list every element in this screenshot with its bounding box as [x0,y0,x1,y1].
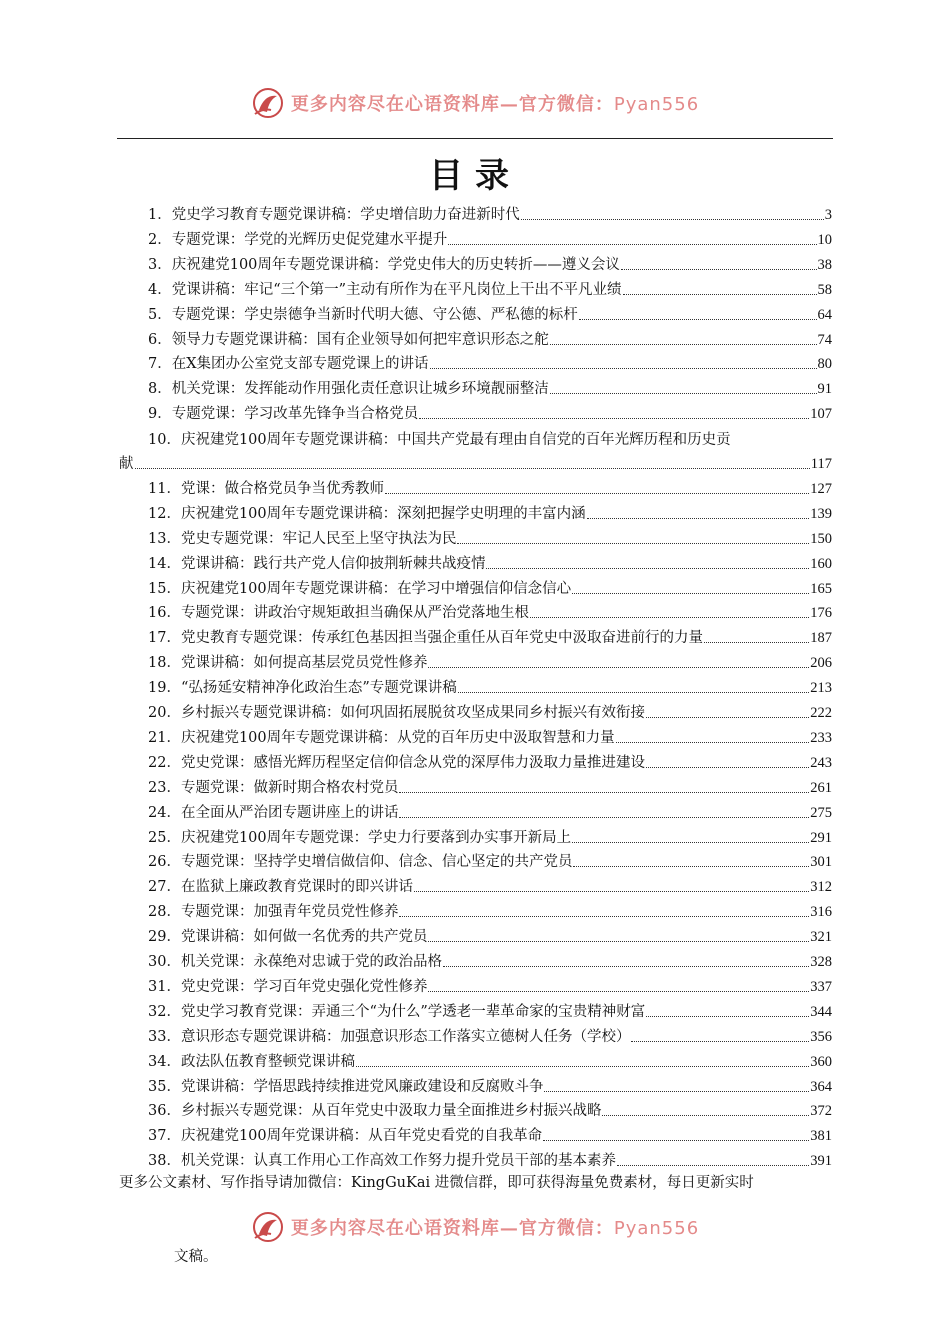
toc-entry-number: 33． [148,1028,181,1045]
toc-page-number: 337 [810,978,832,995]
toc-entry[interactable] [148,574,832,598]
toc-entry-text: 献 [119,456,134,472]
toc-leader-dots [579,319,817,320]
toc-page-number: 364 [810,1078,832,1095]
toc-entry-text: 机关党课：认真工作用心工作高效工作努力提升党员干部的基本素养 [180,1153,616,1170]
toc-entry[interactable] [148,922,832,946]
toc-entry[interactable] [148,897,832,921]
toc-leader-dots [521,219,824,220]
toc-page-number: 165 [810,580,832,597]
toc-leader-dots [428,667,809,668]
toc-leader-dots [385,493,809,494]
toc-entry-number: 15． [148,580,181,597]
toc-entry-text: 政法队伍教育整顿党课讲稿 [180,1053,355,1070]
toc-page-number: 312 [810,879,832,896]
toc-entry-text: 机关党课：永葆绝对忠诚于党的政治品格 [180,954,442,970]
toc-entry-number: 16． [148,605,181,622]
toc-page-number: 233 [810,729,832,746]
toc-entry-text: 党课讲稿：如何做一名优秀的共产党员 [180,929,428,946]
toc-leader-dots [448,244,816,245]
toc-page-number: 139 [810,505,832,522]
toc-entry[interactable] [148,399,832,423]
toc-entry-number: 38． [148,1153,181,1170]
toc-entry-text: 党史学习教育党课：弄通三个“为什么”学透老一辈革命家的宝贵精神财富 [180,1003,646,1020]
header-watermark [0,82,950,124]
toc-leader-dots [543,1140,809,1141]
toc-entry-number: 23． [148,779,181,796]
toc-entry-number: 13． [148,530,181,547]
toc-page-number: 291 [810,829,832,846]
toc-leader-dots [443,966,809,967]
toc-leader-dots [704,642,809,643]
toc-entry-title[interactable] [148,428,832,449]
toc-entry[interactable] [148,524,832,548]
page-title: 目录 [429,156,521,196]
toc-entry[interactable] [148,349,832,373]
toc-page-number: 187 [810,630,832,647]
toc-page-number: 206 [810,655,832,672]
watermark-text: 更多内容尽在心语资料库—官方微信：Pyan556 [290,94,700,115]
toc-entry[interactable] [148,698,832,722]
toc-page-number: 243 [810,754,832,771]
toc-entry-text: 庆祝建党100周年专题党课讲稿：深刻把握学史明理的丰富内涵 [180,505,586,522]
toc-entry[interactable] [148,499,832,523]
toc-leader-dots [617,1165,809,1166]
toc-entry-text: 庆祝建党100周年专题党课：学史力行要落到办实事开新局上 [180,829,572,846]
toc-entry-number: 31． [148,978,181,995]
toc-entry-number: 24． [148,804,181,821]
toc-leader-dots [621,269,817,270]
toc-page-number: 213 [810,680,832,697]
toc-leader-dots [399,817,809,818]
toc-entry[interactable] [148,798,832,822]
toc-leader-dots [572,842,809,843]
toc-page-number: 176 [810,605,832,622]
footnote: 更多公文素材、写作指导请加微信：KingGuKai 进微信群，即可获得海量免费素材，每日更新实时 [119,1175,754,1191]
toc-leader-dots [414,891,809,892]
toc-page-number: 64 [817,306,832,323]
toc-entry-text: 专题党课：坚持学史增信做信仰、信念、信心坚定的共产党员 [180,854,573,871]
toc-entry-text: 专题党课：学党的光辉历史促党建水平提升 [171,231,448,248]
toc-entry[interactable] [148,773,832,797]
toc-page-number: 127 [810,480,832,497]
toc-entry-number: 22． [148,754,181,771]
toc-entry-text: 专题党课：学习改革先锋争当合格党员 [171,406,419,423]
toc-leader-dots [587,518,810,519]
toc-leader-dots [428,991,809,992]
toc-entry-number: 30． [148,954,181,970]
toc-entry-number: 12． [148,505,181,522]
toc-leader-dots [602,1115,809,1116]
toc-leader-dots [457,543,809,544]
toc-entry-text: 在监狱上廉政教育党课时的即兴讲话 [180,879,413,896]
toc-entry-text: 专题党课：学史崇德争当新时代明大德、守公德、严私德的标杆 [171,306,578,323]
toc-entry-text: 党史党课：学习百年党史强化党性修养 [180,978,428,995]
toc-entry[interactable] [148,947,832,971]
toc-entry-number: 37． [148,1128,181,1145]
toc-entry-number: 2． [148,231,172,248]
toc-page-number: 301 [810,854,832,871]
toc-page-number: 372 [810,1103,832,1120]
toc-entry-number: 35． [148,1078,181,1095]
footer-watermark [0,1206,950,1248]
toc-entry-text: 党史学习教育专题党课讲稿：学史增信助力奋进新时代 [171,207,520,223]
toc-entry[interactable] [148,847,832,871]
toc-page-number: 150 [810,530,832,547]
toc-entry-number: 21． [148,729,181,746]
toc-entry[interactable] [148,275,832,299]
toc-entry[interactable] [148,673,832,697]
toc-entry-text: 庆祝建党100周年专题党课讲稿：中国共产党最有理由自信党的百年光辉历程和历史贡 [180,432,731,449]
toc-page-number: 222 [810,705,832,721]
toc-entry-text: 在X集团办公室党支部专题党课上的讲话 [171,356,429,373]
toc-entry-number: 10． [148,432,181,449]
toc-leader-dots [550,393,817,394]
toc-leader-dots [544,1091,809,1092]
toc-entry[interactable] [148,997,832,1021]
toc-entry-number: 8． [148,381,172,398]
toc-entry-number: 4． [148,281,172,298]
toc-entry-text: 专题党课：加强青年党员党性修养 [180,904,399,921]
brand-logo-icon [251,1210,285,1244]
toc-entry[interactable] [148,1146,832,1170]
toc-entry[interactable] [148,549,832,573]
toc-leader-dots [572,593,809,594]
toc-entry[interactable] [119,449,832,473]
toc-page-number: 107 [810,406,832,423]
toc-entry[interactable] [148,823,832,847]
toc-leader-dots [623,294,817,295]
toc-entry-text: 党史党课：感悟光辉历程坚定信仰信念从党的深厚伟力汲取力量推进建设 [180,754,645,771]
toc-entry-text: 专题党课：做新时期合格农村党员 [180,779,399,796]
toc-page-number: 58 [817,281,832,298]
toc-leader-dots [550,344,817,345]
toc-entry-number: 14． [148,555,181,572]
toc-entry[interactable] [148,1047,832,1071]
toc-leader-dots [646,767,809,768]
toc-entry-text: 机关党课：发挥能动作用强化责任意识让城乡环境靓丽整洁 [171,381,549,398]
toc-entry-text: 党课讲稿：学悟思践持续推进党风廉政建设和反腐败斗争 [180,1078,544,1095]
toc-leader-dots [419,418,809,419]
toc-entry-number: 28． [148,904,181,921]
toc-entry[interactable] [148,225,832,249]
toc-page-number: 117 [810,456,832,472]
toc-entry[interactable] [148,872,832,896]
toc-page-number: 160 [810,555,832,572]
toc-page-number: 91 [817,381,832,398]
toc-entry-number: 1． [148,207,172,223]
toc-entry[interactable] [148,325,832,349]
toc-entry-text: 党史教育专题党课：传承红色基因担当强企重任从百年党史中汲取奋进前行的力量 [180,630,703,647]
toc-entry[interactable] [148,648,832,672]
toc-page-number: 38 [817,256,832,273]
toc-leader-dots [573,866,809,867]
toc-entry-text: 庆祝建党100周年专题党课讲稿：从党的百年历史中汲取智慧和力量 [180,729,615,746]
toc-entry-text: 党史专题党课：牢记人民至上坚守执法为民 [180,530,457,547]
watermark-text: 更多内容尽在心语资料库—官方微信：Pyan556 [290,1218,700,1239]
toc-leader-dots [631,1041,809,1042]
toc-leader-dots [458,692,809,693]
toc-entry-number: 9． [148,406,172,423]
toc-page-number: 360 [810,1053,832,1070]
toc-leader-dots [428,941,809,942]
toc-entry-number: 25． [148,829,181,846]
header-rule [117,138,833,139]
toc-entry[interactable] [148,1072,832,1096]
toc-page-number: 316 [810,904,832,921]
toc-entry-text: 庆祝建党100周年专题党课讲稿：在学习中增强信仰信念信心 [180,580,572,597]
toc-page-number: 344 [810,1003,832,1020]
toc-entry-number: 19． [148,680,181,697]
toc-entry[interactable] [148,623,832,647]
toc-entry-text: 专题党课：讲政治守规矩敢担当确保从严治党落地生根 [180,605,529,622]
toc-leader-dots [530,617,809,618]
toc-entry-text: 在全面从严治团专题讲座上的讲话 [180,804,399,821]
toc-entry-text: 乡村振兴专题党课：从百年党史中汲取力量全面推进乡村振兴战略 [180,1103,602,1120]
toc-page-number: 321 [810,929,832,946]
toc-entry[interactable] [148,1121,832,1145]
toc-entry-text: 党课讲稿：如何提高基层党员党性修养 [180,655,428,672]
toc-leader-dots [356,1066,809,1067]
toc-entry-text: 庆祝建党100周年专题党课讲稿：学党史伟大的历史转折——遵义会议 [171,256,620,273]
toc-leader-dots [616,742,810,743]
toc-leader-dots [486,568,809,569]
toc-entry-text: 党课讲稿：践行共产党人信仰披荆斩棘共战疫情 [180,555,486,572]
toc-entry-text: 意识形态专题党课讲稿：加强意识形态工作落实立德树人任务（学校） [180,1028,631,1045]
toc-page-number: 381 [810,1128,832,1145]
toc-entry[interactable] [148,972,832,996]
toc-entry-text: “弘扬延安精神净化政治生态”专题党课讲稿 [180,680,457,697]
toc-page-number: 328 [810,954,832,970]
toc-page-number: 391 [810,1153,832,1170]
toc-entry[interactable] [148,723,832,747]
toc-entry-text: 乡村振兴专题党课讲稿：如何巩固拓展脱贫攻坚成果同乡村振兴有效衔接 [180,705,645,721]
toc-entry[interactable] [148,474,832,498]
toc-entry[interactable] [148,748,832,772]
toc-entry[interactable] [148,250,832,274]
toc-entry[interactable] [148,374,832,398]
toc-entry-number: 3． [148,256,172,273]
toc-page-number: 3 [824,207,832,223]
toc-entry-number: 20． [148,705,181,721]
toc-entry[interactable] [148,1022,832,1046]
toc-entry-number: 29． [148,929,181,946]
footnote-continuation: 文稿。 [174,1249,218,1265]
toc-leader-dots [646,1016,809,1017]
toc-entry[interactable] [148,1096,832,1120]
toc-entry-number: 27． [148,879,181,896]
toc-entry-number: 11． [148,480,181,497]
toc-page-number: 275 [810,804,832,821]
toc-entry-number: 18． [148,655,181,672]
toc-entry-text: 领导力专题党课讲稿：国有企业领导如何把牢意识形态之舵 [171,331,549,348]
toc-leader-dots [135,468,810,469]
toc-entry-number: 26． [148,854,181,871]
toc-entry-text: 庆祝建党100周年党课讲稿：从百年党史看党的自我革命 [180,1128,543,1145]
toc-leader-dots [646,717,809,718]
toc-entry-text: 党课讲稿：牢记“三个第一”主动有所作为在平凡岗位上干出不平凡业绩 [171,281,622,298]
toc-page-number: 261 [810,779,832,796]
toc-entry-text: 党课：做合格党员争当优秀教师 [180,480,384,497]
toc-entry-number: 5． [148,306,172,323]
toc-entry[interactable] [148,300,832,324]
toc-entry[interactable] [148,598,832,622]
toc-entry-number: 17． [148,630,181,647]
toc-leader-dots [399,792,809,793]
toc-page-number: 74 [817,331,832,348]
toc-entry-number: 7． [148,356,172,373]
toc-leader-dots [430,368,817,369]
toc-entry[interactable] [148,200,832,224]
toc-page-number: 10 [817,231,832,248]
toc-entry-number: 6． [148,331,172,348]
toc-leader-dots [399,916,809,917]
toc-entry-number: 32． [148,1003,181,1020]
brand-logo-icon [251,86,285,120]
toc-entry-number: 34． [148,1053,181,1070]
toc-page-number: 356 [810,1028,832,1045]
toc-entry-number: 36． [148,1103,181,1120]
toc-page-number: 80 [817,356,832,373]
